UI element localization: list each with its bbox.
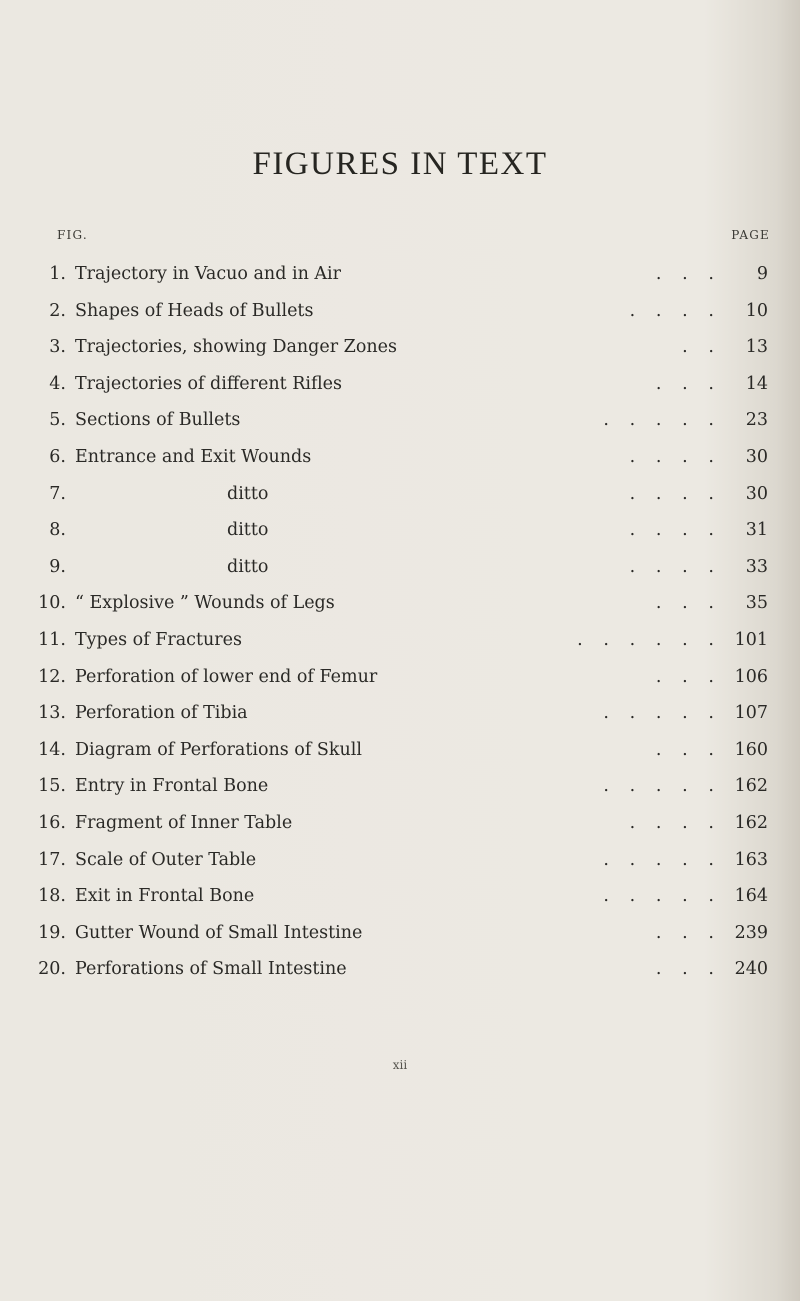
figure-title: Perforation of Tibia <box>75 703 248 724</box>
dot-leader: . . . . . <box>603 886 715 907</box>
figure-number: 20. <box>38 959 66 980</box>
list-item <box>0 768 800 805</box>
list-item <box>0 732 800 769</box>
page-ref: 107 <box>734 703 768 724</box>
figure-title: Shapes of Heads of Bullets <box>75 300 314 321</box>
figure-number: 5. <box>49 410 66 431</box>
page-ref: 35 <box>745 593 768 614</box>
figure-number: 11. <box>38 629 66 650</box>
page-ref: 106 <box>734 666 768 687</box>
figure-number: 7. <box>49 483 66 504</box>
figure-number: 14. <box>38 739 66 760</box>
list-item <box>0 805 800 842</box>
figure-title: ditto <box>227 520 269 541</box>
figure-title: Diagram of Perforations of Skull <box>75 739 362 760</box>
page-ref: 101 <box>734 629 768 650</box>
list-item <box>0 878 800 915</box>
list-item <box>0 915 800 952</box>
page-ref: 14 <box>745 373 768 394</box>
figure-title: Trajectories of different Rifles <box>75 373 343 394</box>
page-ref: 30 <box>745 446 768 467</box>
figure-title: Entry in Frontal Bone <box>75 776 269 797</box>
list-item <box>0 402 800 439</box>
figure-number: 13. <box>38 703 66 724</box>
figure-title: Gutter Wound of Small Intestine <box>75 922 363 943</box>
list-item <box>0 329 800 366</box>
list-item <box>0 951 800 988</box>
page-ref: 240 <box>734 959 768 980</box>
figure-number: 12. <box>38 666 66 687</box>
dot-leader: . . . . <box>629 812 715 833</box>
figure-number: 15. <box>38 776 66 797</box>
page-title: FIGURES IN TEXT <box>252 146 548 182</box>
list-item <box>0 695 800 732</box>
figure-number: 3. <box>49 337 66 358</box>
list-item <box>0 842 800 879</box>
dot-leader: . . <box>682 337 715 358</box>
list-item <box>0 659 800 696</box>
page-ref: 164 <box>734 886 768 907</box>
figure-list <box>0 256 800 988</box>
dot-leader: . . . <box>655 373 715 394</box>
figure-title: Entrance and Exit Wounds <box>75 446 312 467</box>
list-item <box>0 549 800 586</box>
dot-leader: . . . <box>655 922 715 943</box>
figure-number: 17. <box>38 849 66 870</box>
page-ref: 23 <box>745 410 768 431</box>
figure-title: Fragment of Inner Table <box>75 812 293 833</box>
figure-number: 6. <box>49 446 66 467</box>
dot-leader: . . . <box>655 959 715 980</box>
page-ref: 239 <box>734 922 768 943</box>
figure-number: 18. <box>38 886 66 907</box>
dot-leader: . . . . . <box>603 703 715 724</box>
page-ref: 9 <box>756 264 768 284</box>
figure-number: 19. <box>38 922 66 943</box>
figure-title: “ Explosive ” Wounds of Legs <box>75 593 335 614</box>
figure-title: ditto <box>227 483 269 504</box>
figure-title: Trajectories, showing Danger Zones <box>75 337 397 358</box>
dot-leader: . . . . . . <box>577 629 715 650</box>
page-ref: 13 <box>745 337 768 358</box>
list-item <box>0 293 800 330</box>
dot-leader: . . . <box>655 739 715 760</box>
figure-title: Exit in Frontal Bone <box>75 886 255 907</box>
page-number: xii <box>392 1058 408 1072</box>
dot-leader: . . . <box>655 666 715 687</box>
list-item <box>0 439 800 476</box>
figure-title: Perforation of lower end of Femur <box>75 666 378 687</box>
dot-leader: . . . . <box>629 520 715 541</box>
page-ref: 33 <box>745 556 768 577</box>
figure-number: 10. <box>38 593 66 614</box>
figure-number: 1. <box>49 264 66 284</box>
fig-column-label: FIG. <box>57 228 88 242</box>
dot-leader: . . . <box>655 593 715 614</box>
figure-number: 2. <box>49 300 66 321</box>
page-ref: 160 <box>734 739 768 760</box>
list-item <box>0 476 800 513</box>
page-ref: 162 <box>734 812 768 833</box>
page-ref: 162 <box>734 776 768 797</box>
dot-leader: . . . . <box>629 300 715 321</box>
figure-title: Scale of Outer Table <box>75 849 257 870</box>
list-item <box>0 366 800 403</box>
figure-number: 8. <box>49 520 66 541</box>
page-ref: 10 <box>745 300 768 321</box>
figure-number: 16. <box>38 812 66 833</box>
page-ref: 30 <box>745 483 768 504</box>
dot-leader: . . . . . <box>603 849 715 870</box>
page-column-label: PAGE <box>731 228 770 242</box>
list-item <box>0 512 800 549</box>
figure-title: Trajectory in Vacuo and in Air <box>75 264 342 284</box>
dot-leader: . . . . . <box>603 776 715 797</box>
dot-leader: . . . . . <box>603 410 715 431</box>
dot-leader: . . . <box>655 264 715 284</box>
list-item <box>0 256 800 293</box>
figure-number: 4. <box>49 373 66 394</box>
page-ref: 31 <box>745 520 768 541</box>
list-item <box>0 585 800 622</box>
figure-title: Perforations of Small Intestine <box>75 959 347 980</box>
figure-title: ditto <box>227 556 269 577</box>
figure-number: 9. <box>49 556 66 577</box>
dot-leader: . . . . <box>629 556 715 577</box>
figure-title: Sections of Bullets <box>75 410 241 431</box>
page-ref: 163 <box>734 849 768 870</box>
dot-leader: . . . . <box>629 446 715 467</box>
dot-leader: . . . . <box>629 483 715 504</box>
figure-title: Types of Fractures <box>75 629 242 650</box>
list-item <box>0 622 800 659</box>
